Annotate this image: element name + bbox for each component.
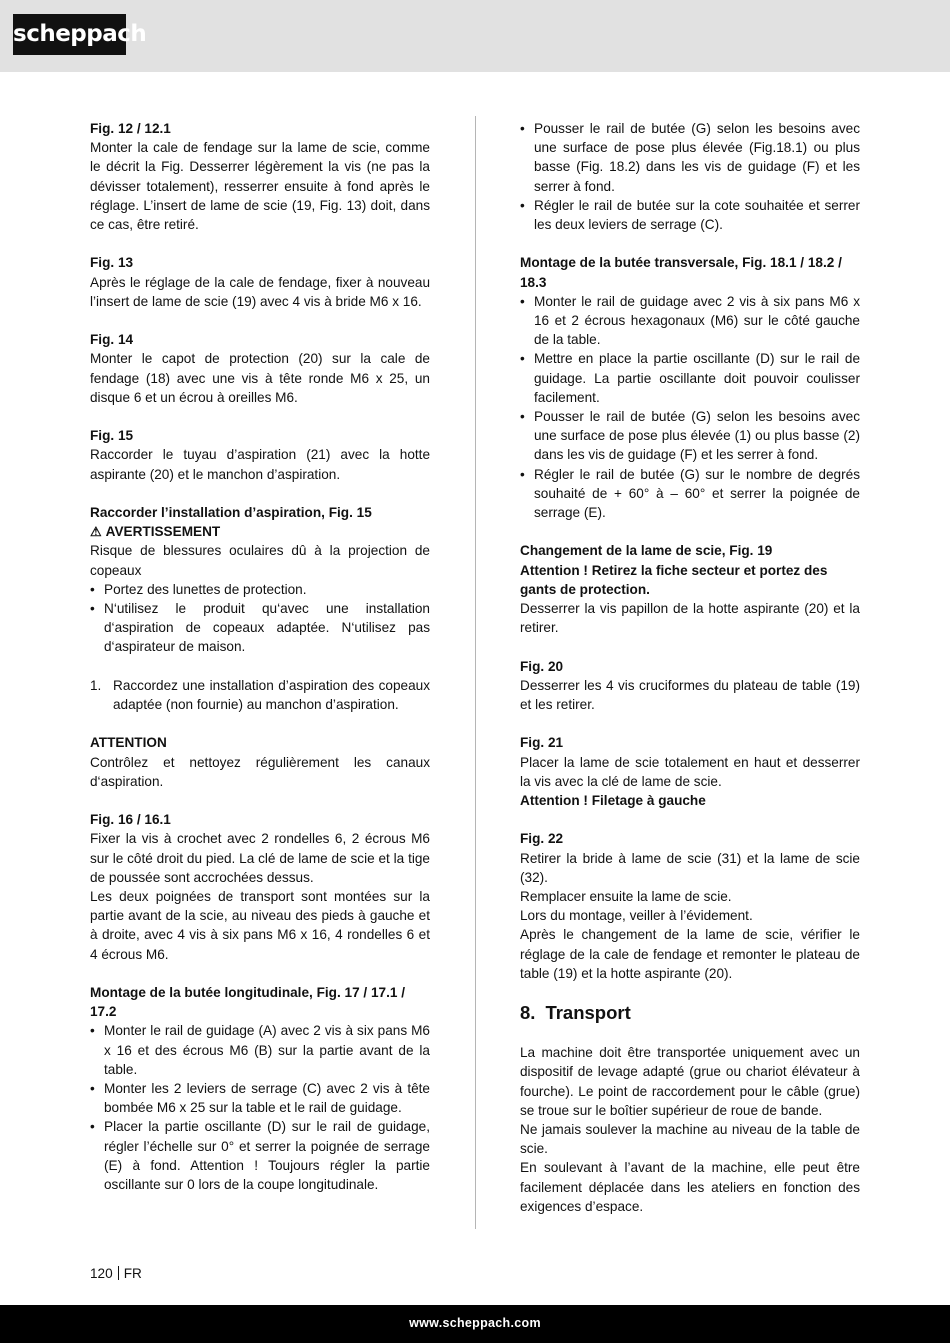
section-text: Ne jamais soulever la machine au niveau de la table de scie.: [520, 1122, 860, 1157]
list-item: • Portez des lunettes de protection.: [90, 580, 430, 599]
list-item: • N‘utilisez le produit qu‘avec une installation d‘aspiration de copeaux adaptée. N‘utilisez pas d‘aspirateur de maison.: [90, 599, 430, 657]
left-column: [90, 119, 430, 1194]
step-text: Raccordez une installation d’aspiration des copeaux adaptée (non fournie) au manchon d’aspiration.: [113, 677, 430, 713]
section-fig19: [520, 541, 860, 637]
warning-label: AVERTISSEMENT: [105, 524, 221, 540]
section-heading: Fig. 20: [520, 658, 564, 674]
section-text: Remplacer ensuite la lame de scie.: [520, 889, 732, 905]
list-item: • Monter le rail de guidage (A) avec 2 vis à six pans M6 x 16 et des écrous M6 (B) sur la partie avant de la table.: [90, 1021, 430, 1079]
chapter-title-text: Transport: [545, 1002, 631, 1024]
section-text: Desserrer la vis papillon de la hotte aspirante (20) et la retirer.: [520, 601, 860, 636]
list-item: • Pousser le rail de butée (G) selon les besoins avec une surface de pose plus élevée (Fig.18.1) ou plus basse (Fig. 18.2) dans les vis de guidage (F) et les serrer à fond.: [520, 119, 860, 196]
section-fig15: [90, 426, 430, 484]
section-text: Après le changement de la lame de scie, vérifier le réglage de la cale de fendage et remonter le plateau de table (19) et la hotte aspirante (20).: [520, 927, 860, 981]
website-url: www.scheppach.com: [409, 1316, 541, 1330]
page-number: [90, 1265, 142, 1282]
chapter-title: [520, 1002, 860, 1024]
page-footer: [0, 1305, 950, 1343]
warning-icon: ⚠: [90, 524, 102, 540]
section-warning: Attention ! Retirez la fiche secteur et portez des gants de protection.: [520, 562, 828, 597]
section-text: Raccorder le tuyau d’aspiration (21) avec la hotte aspirante (20) et le manchon d’aspiration.: [90, 447, 430, 482]
list-item: • Monter les 2 leviers de serrage (C) avec 2 vis à tête bombée M6 x 25 sur la table et le rail de guidage.: [90, 1079, 430, 1117]
section-heading: Fig. 14: [90, 332, 134, 348]
section-text: Contrôlez et nettoyez régulièrement les canaux d‘aspiration.: [90, 754, 430, 789]
page-number-separator: [118, 1266, 119, 1280]
section-text: Après le réglage de la cale de fendage, fixer à nouveau l’insert de lame de scie (19) avec 4 vis à bride M6 x 16.: [90, 274, 430, 309]
list-item: • Régler le rail de butée sur la cote souhaitée et serrer les deux leviers de serrage (C).: [520, 196, 860, 234]
language-code: FR: [123, 1266, 142, 1281]
section-fig17: [90, 983, 430, 1194]
section-text: Monter le capot de protection (20) sur la cale de fendage (18) avec une vis à tête ronde M6 x 25, un disque 6 et un écrou à oreilles M6.: [90, 351, 430, 405]
section-aspiration: [90, 503, 430, 714]
section-text: Fixer la vis à crochet avec 2 rondelles 6, 2 écrous M6 sur le côté droit du pied. La clé de lame de scie et la tige de poussée sont accrochées dessus.: [90, 831, 430, 885]
section-fig12: [90, 119, 430, 234]
section-text: Desserrer les 4 vis cruciformes du plateau de table (19) et les retirer.: [520, 677, 860, 713]
section-text: La machine doit être transportée uniquement avec un dispositif de levage adapté (grue ou chariot élévateur à fourche). Le point de raccordement pour le câble (grue) se troue sur le boîtier supérieur de roue de bande.: [520, 1045, 860, 1118]
section-fig13: [90, 253, 430, 311]
section-text: En soulevant à l’avant de la machine, elle peut être facilement déplacée dans les ateliers en fonction des exigences d’espace.: [520, 1160, 860, 1214]
list-item: • Monter le rail de guidage avec 2 vis à six pans M6 x 16 et 2 écrous hexagonaux (M6) sur le côté gauche de la table.: [520, 292, 860, 350]
section-fig21: [520, 733, 860, 810]
section-heading: Changement de la lame de scie, Fig. 19: [520, 543, 773, 559]
warning-label-row: [90, 522, 430, 541]
section-warning: Attention ! Filetage à gauche: [520, 793, 706, 809]
section-text: Les deux poignées de transport sont montées sur la partie avant de la scie, au niveau des pieds à gauche et à droite, avec 4 vis à six pans M6 x 16, 4 rondelles 6 et 4 écrous M6.: [90, 889, 430, 962]
section-fig17-continued: [520, 119, 860, 234]
page-header: [0, 0, 950, 72]
section-fig20: [520, 657, 860, 715]
list-item: • Placer la partie oscillante (D) sur le rail de guidage, régler l’échelle sur 0° et serrer la poignée de serrage (E) à fond. Attention ! Toujours régler la partie oscillante sur 0 lors de la coupe longitudinale.: [90, 1117, 430, 1194]
chapter-number: 8.: [520, 1002, 536, 1024]
section-text: Lors du montage, veiller à l’évidement.: [520, 908, 753, 924]
section-text: Retirer la bride à lame de scie (31) et la lame de scie (32).: [520, 850, 860, 885]
section-text: Placer la lame de scie totalement en haut et desserrer la vis avec la clé de lame de scie.: [520, 754, 860, 789]
section-fig16: [90, 810, 430, 964]
section-heading: Montage de la butée longitudinale, Fig. 17 / 17.1 / 17.2: [90, 985, 405, 1020]
section-transport: [520, 1002, 860, 1216]
section-fig22: [520, 829, 860, 983]
section-heading: Montage de la butée transversale, Fig. 18.1 / 18.2 / 18.3: [520, 255, 842, 290]
section-heading: Fig. 13: [90, 255, 134, 271]
section-text: Monter la cale de fendage sur la lame de scie, comme le décrit la Fig. Desserrer légèrement la vis (ne pas la dévisser totalement), resserrer ensuite à fond après le réglage. L’insert de lame de scie (19, Fig. 13) doit, dans ce cas, être retiré.: [90, 140, 430, 233]
section-heading: ATTENTION: [90, 735, 167, 751]
page-number-value: 120: [90, 1266, 113, 1281]
step-number: 1.: [90, 677, 102, 693]
section-attention: [90, 733, 430, 791]
list-item: • Pousser le rail de butée (G) selon les besoins avec une surface de pose plus élevée (1) ou plus basse (2) dans les vis de guidage (F) et les serrer à fond.: [520, 407, 860, 465]
section-heading: Raccorder l’installation d’aspiration, Fig. 15: [90, 505, 372, 520]
section-heading: Fig. 21: [520, 735, 564, 751]
section-heading: Fig. 16 / 16.1: [90, 812, 171, 828]
section-heading: Fig. 22: [520, 831, 564, 847]
scheppach-logo: scheppach: [13, 14, 126, 55]
column-divider: [475, 116, 476, 1229]
right-column: [520, 119, 860, 1216]
section-heading: Fig. 15: [90, 428, 134, 444]
section-fig14: [90, 330, 430, 407]
list-item: • Régler le rail de butée (G) sur le nombre de degrés souhaité de + 60° à – 60° et serrer la poignée de serrage (E).: [520, 465, 860, 523]
section-text: Risque de blessures oculaires dû à la projection de copeaux: [90, 543, 430, 578]
section-fig18: [520, 253, 860, 522]
numbered-step: [90, 676, 430, 714]
section-heading: Fig. 12 / 12.1: [90, 121, 171, 136]
list-item: • Mettre en place la partie oscillante (D) sur le rail de guidage. La partie oscillante doit pouvoir coulisser facilement.: [520, 349, 860, 407]
